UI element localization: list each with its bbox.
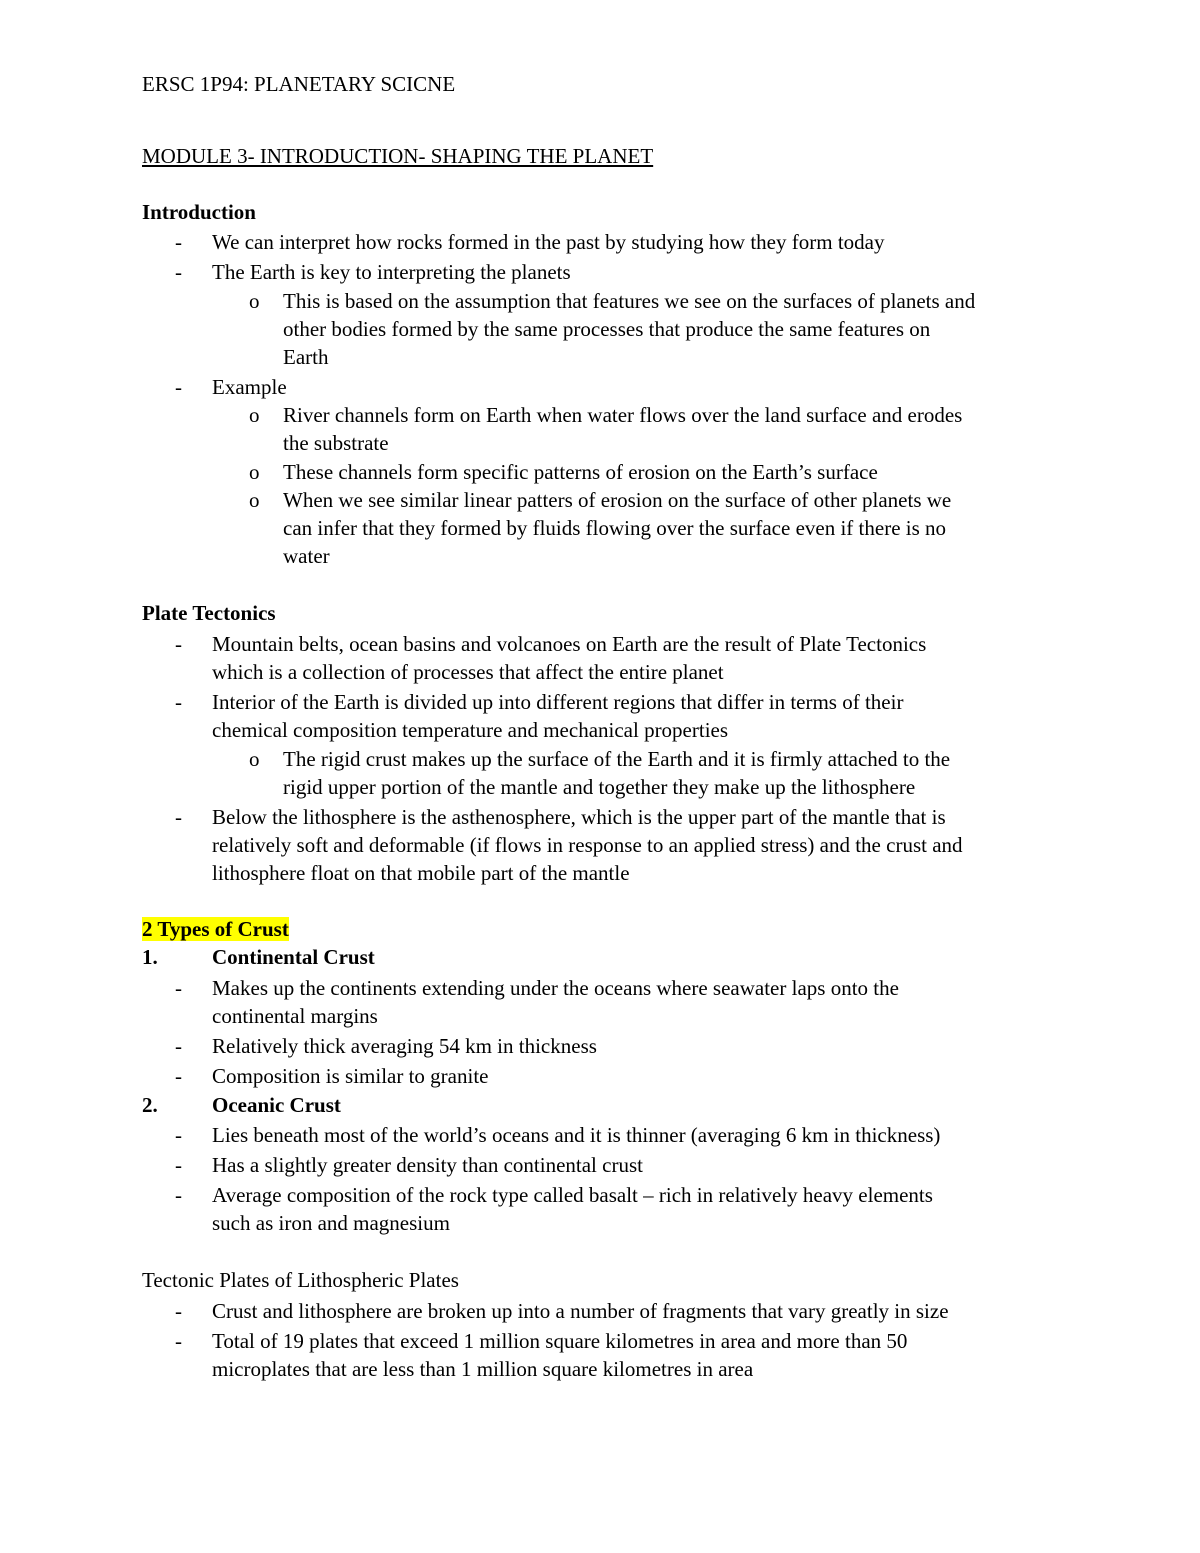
oceanic-bullet-3-cont: such as iron and magnesium [212,1211,450,1235]
tectonics-sub-bullet-cont: rigid upper portion of the mantle and together they make up the lithosphere [283,775,916,799]
oceanic-crust-heading: Oceanic Crust [212,1093,341,1117]
oceanic-bullet-2: Has a slightly greater density than continental crust [212,1153,643,1177]
bullet-dash: - [175,1064,182,1088]
example-sub-bullet-3-cont: can infer that they formed by fluids flowing over the surface even if there is no [283,516,947,540]
oceanic-bullet-1: Lies beneath most of the world’s oceans and it is thinner (averaging 6 km in thickness) [212,1123,941,1147]
bullet-circle: o [249,747,260,771]
example-sub-bullet-2: These channels form specific patterns of erosion on the Earth’s surface [283,460,878,484]
continental-bullet-1-cont: continental margins [212,1004,378,1028]
bullet-dash: - [175,976,182,1000]
tectonics-sub-bullet: The rigid crust makes up the surface of the Earth and it is firmly attached to the [283,747,951,771]
continental-bullet-1: Makes up the continents extending under the oceans where seawater laps onto the [212,976,899,1000]
module-title: MODULE 3- INTRODUCTION- SHAPING THE PLANET [142,144,654,168]
tectonics-bullet-2-cont: chemical composition temperature and mechanical properties [212,718,729,742]
oceanic-bullet-3: Average composition of the rock type called basalt – rich in relatively heavy elements [212,1183,933,1207]
bullet-circle: o [249,460,260,484]
bullet-dash: - [175,230,182,254]
tectonics-bullet-1: Mountain belts, ocean basins and volcanoes on Earth are the result of Plate Tectonics [212,632,927,656]
intro-bullet-1: We can interpret how rocks formed in the past by studying how they form today [212,230,885,254]
list-number-2: 2. [142,1093,158,1117]
plates-bullet-1: Crust and lithosphere are broken up into a number of fragments that vary greatly in size [212,1299,949,1323]
tectonics-bullet-2: Interior of the Earth is divided up into different regions that differ in terms of their [212,690,904,714]
bullet-dash: - [175,1329,182,1353]
bullet-dash: - [175,1123,182,1147]
plates-bullet-2: Total of 19 plates that exceed 1 million square kilometres in area and more than 50 [212,1329,908,1353]
tectonics-bullet-1-cont: which is a collection of processes that affect the entire planet [212,660,724,684]
bullet-dash: - [175,1034,182,1058]
crust-heading [142,915,289,943]
bullet-dash: - [175,690,182,714]
bullet-dash: - [175,1183,182,1207]
bullet-dash: - [175,632,182,656]
tectonics-bullet-3-cont: lithosphere float on that mobile part of the mantle [212,861,630,885]
continental-bullet-2: Relatively thick averaging 54 km in thickness [212,1034,597,1058]
introduction-heading: Introduction [142,200,256,224]
intro-bullet-3: Example [212,375,287,399]
tectonic-plates-heading: Tectonic Plates of Lithospheric Plates [142,1268,459,1292]
example-sub-bullet-1: River channels form on Earth when water flows over the land surface and erodes [283,403,963,427]
bullet-dash: - [175,375,182,399]
continental-bullet-3: Composition is similar to granite [212,1064,489,1088]
example-sub-bullet-3-cont: water [283,544,330,568]
list-number-1: 1. [142,945,158,969]
continental-crust-heading: Continental Crust [212,945,375,969]
intro-sub-bullet-cont: other bodies formed by the same processes that produce the same features on [283,317,931,341]
bullet-dash: - [175,1153,182,1177]
plates-bullet-2-cont: microplates that are less than 1 million square kilometres in area [212,1357,754,1381]
bullet-circle: o [249,488,260,512]
bullet-dash: - [175,1299,182,1323]
example-sub-bullet-3: When we see similar linear patters of erosion on the surface of other planets we [283,488,952,512]
tectonics-bullet-3-cont: relatively soft and deformable (if flows in response to an applied stress) and the crust and [212,833,963,857]
intro-sub-bullet-cont: Earth [283,345,329,369]
bullet-circle: o [249,403,260,427]
intro-sub-bullet: This is based on the assumption that features we see on the surfaces of planets and [283,289,976,313]
plate-tectonics-heading: Plate Tectonics [142,601,276,625]
tectonics-bullet-3: Below the lithosphere is the asthenosphere, which is the upper part of the mantle that is [212,805,946,829]
course-title: ERSC 1P94: PLANETARY SCICNE [142,72,456,96]
crust-heading-highlight: 2 Types of Crust [142,917,289,941]
bullet-circle: o [249,289,260,313]
intro-bullet-2: The Earth is key to interpreting the planets [212,260,571,284]
bullet-dash: - [175,805,182,829]
example-sub-bullet-1-cont: the substrate [283,431,389,455]
bullet-dash: - [175,260,182,284]
